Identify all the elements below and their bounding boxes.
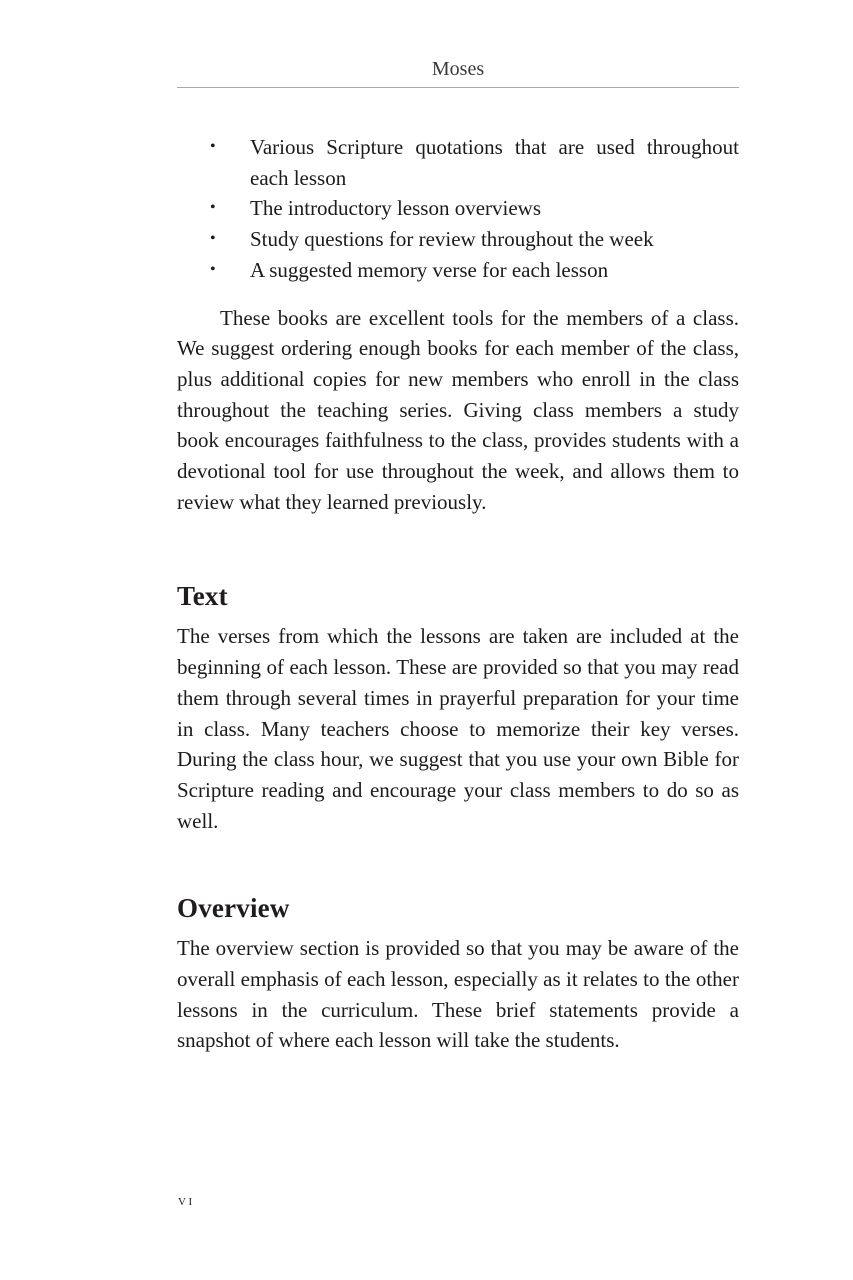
list-item-text: A suggested memory verse for each lesson	[250, 257, 609, 282]
section-heading-text: Text	[177, 581, 228, 612]
list-item-text: The introductory lesson overviews	[250, 196, 542, 221]
section-text	[177, 581, 739, 836]
text-block	[177, 0, 739, 1056]
section-body-text: The verses from which the lessons are taken are included at the beginning of each lesson. These are provided so that you may read them through several times in prayerful preparation for your time in class. Many teachers choose to memorize their key verses. During the class hour, we suggest that you use your own Bible for Scripture reading and encourage your class members to do so as well.	[177, 624, 739, 833]
list-item	[177, 224, 739, 255]
page-number: vi	[178, 1192, 195, 1209]
list-item	[177, 193, 739, 224]
bullet-marker: •	[210, 138, 216, 155]
running-head: Moses	[431, 58, 485, 80]
section-body-overview: The overview section is provided so that you may be aware of the overall emphasis of each lesson, especially as it relates to the other lessons in the curriculum. These brief statements provide a snapshot of where each lesson will take the students.	[177, 936, 739, 1053]
bullet-marker: •	[210, 260, 216, 278]
header-rule	[177, 87, 739, 88]
bullet-list	[177, 132, 739, 286]
bullet-marker: •	[210, 199, 216, 217]
section-heading-overview: Overview	[177, 893, 290, 924]
list-item	[177, 132, 739, 193]
section-overview	[177, 893, 739, 1056]
list-item-text: Study questions for review throughout the week	[250, 227, 654, 252]
bullet-marker: •	[210, 230, 216, 248]
intro-paragraph: These books are excellent tools for the members of a class. We suggest ordering enough books for each member of the class, plus additional copies for new members who enroll in the class throughout the teaching series. Giving class members a study book encourages faithfulness to the class, provides students with a devotional tool for use throughout the week, and allows them to review what they learned previously.	[177, 305, 739, 514]
list-item-text: Various Scripture quotations that are used throughout each lesson	[250, 135, 739, 190]
list-item	[177, 255, 739, 286]
